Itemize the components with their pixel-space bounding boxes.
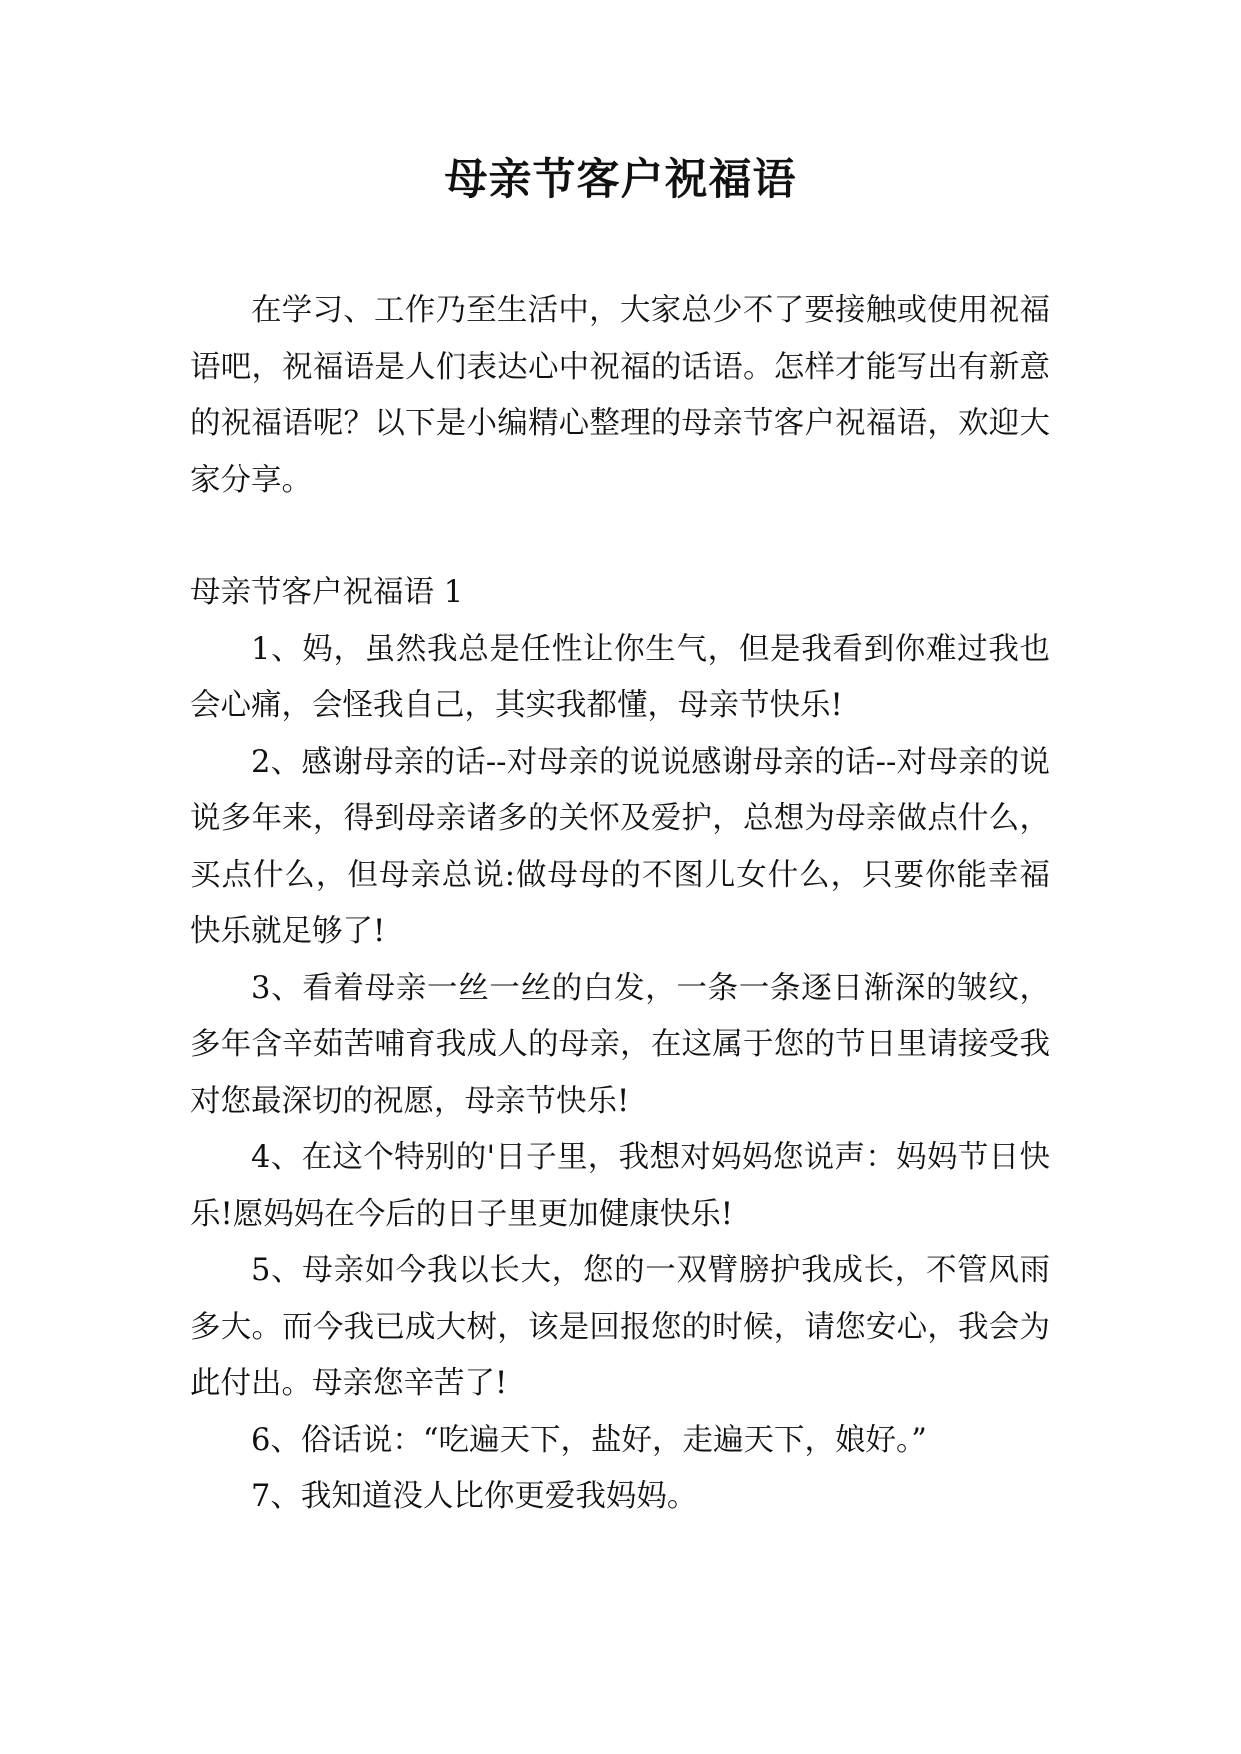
list-item: 6、俗话说：“吃遍天下，盐好，走遍天下，娘好。”: [251, 1422, 927, 1458]
document-title: 母亲节客户祝福语: [444, 155, 797, 205]
document-body: [190, 283, 1050, 1526]
list-item: 4、在这个特别的'日子里，我想对妈妈您说声：妈妈节日快乐!愿妈妈在今后的日子里更加健康快乐!: [190, 1140, 1050, 1232]
list-item: 2、感谢母亲的话--对母亲的说说感谢母亲的话--对母亲的说说多年来，得到母亲诸多的关怀及爱护，总想为母亲做点什么，买点什么，但母亲总说:做母母的不图儿女什么，只要你能幸福快乐就足够了!: [190, 744, 1050, 949]
intro-paragraph: 在学习、工作乃至生活中，大家总少不了要接触或使用祝福语吧，祝福语是人们表达心中祝福的话语。怎样才能写出有新意的祝福语呢？以下是小编精心整理的母亲节客户祝福语，欢迎大家分享。: [190, 293, 1050, 498]
section-heading: 母亲节客户祝福语 1: [190, 575, 464, 610]
list-item: 3、看着母亲一丝一丝的白发，一条一条逐日渐深的皱纹，多年含辛茹苦哺育我成人的母亲，在这属于您的节日里请接受我对您最深切的祝愿，母亲节快乐!: [190, 970, 1050, 1119]
list-item: 5、母亲如今我以长大，您的一双臂膀护我成长，不管风雨多大。而今我已成大树，该是回报您的时候，请您安心，我会为此付出。母亲您辛苦了!: [190, 1253, 1050, 1401]
list-item: 1、妈，虽然我总是任性让你生气，但是我看到你难过我也会心痛，会怪我自己，其实我都懂，母亲节快乐!: [190, 631, 1050, 723]
list-item: 7、我知道没人比你更爱我妈妈。: [251, 1479, 698, 1514]
